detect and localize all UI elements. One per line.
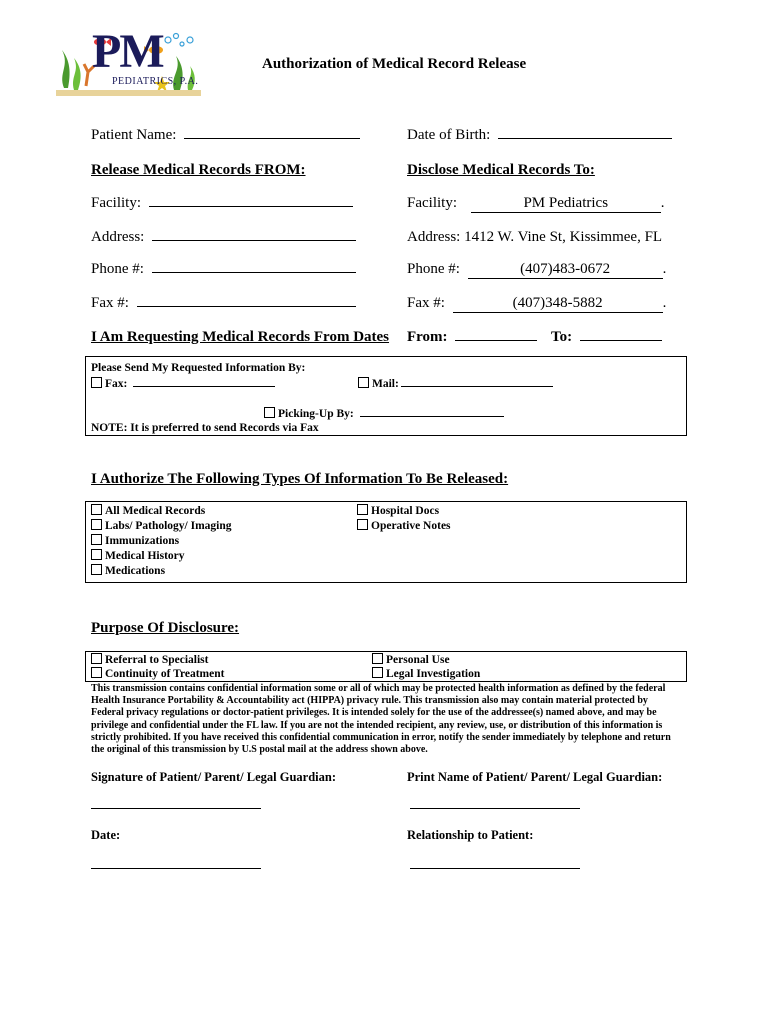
checkbox[interactable] <box>91 519 102 530</box>
dob-line[interactable] <box>498 137 672 139</box>
info-option-medical-history[interactable]: Medical History <box>91 549 232 564</box>
requesting-dates-label: I Am Requesting Medical Records From Dates <box>91 329 390 345</box>
purpose-col2 <box>372 653 480 681</box>
from-phone-line[interactable] <box>152 271 356 273</box>
logo-subtext: PEDIATRICS, P.A. <box>112 76 199 87</box>
send-method-heading: Please Send My Requested Information By: <box>91 362 306 374</box>
to-date-field[interactable] <box>551 329 662 346</box>
info-option-medications[interactable]: Medications <box>91 564 232 579</box>
purpose-option-legal[interactable]: Legal Investigation <box>372 667 480 681</box>
to-phone-label: Phone #: <box>407 261 460 277</box>
dob-field[interactable] <box>407 127 672 144</box>
dob-label: Date of Birth: <box>407 127 491 143</box>
form-title: Authorization of Medical Record Release <box>262 56 527 72</box>
release-from-heading: Release Medical Records FROM: <box>91 162 306 178</box>
date-label: Date: <box>91 828 121 842</box>
send-mail-option[interactable]: Mail: <box>358 377 553 390</box>
from-facility-field[interactable] <box>91 195 353 212</box>
to-address-field <box>407 229 662 246</box>
from-address-field[interactable] <box>91 229 356 246</box>
mail-address-line[interactable] <box>401 385 553 387</box>
purpose-heading: Purpose Of Disclosure: <box>91 620 240 636</box>
pickup-checkbox[interactable] <box>264 407 275 418</box>
from-date-field[interactable] <box>407 329 537 346</box>
checkbox[interactable] <box>91 534 102 545</box>
checkbox[interactable] <box>91 549 102 560</box>
info-types-heading: I Authorize The Following Types Of Information To Be Released: <box>91 471 509 487</box>
from-phone-label: Phone #: <box>91 261 144 277</box>
patient-name-line[interactable] <box>184 137 360 139</box>
from-fax-field[interactable] <box>91 295 356 312</box>
fax-checkbox[interactable] <box>91 377 102 388</box>
to-phone-value: (407)483-0672 <box>468 261 663 279</box>
disclose-to-heading: Disclose Medical Records To: <box>407 162 595 178</box>
send-pickup-option[interactable]: Picking-Up By: <box>264 407 504 420</box>
to-fax-label: Fax #: <box>407 295 445 311</box>
date-line[interactable] <box>91 868 261 869</box>
from-address-line[interactable] <box>152 239 356 241</box>
to-date-line[interactable] <box>580 339 662 341</box>
patient-name-label: Patient Name: <box>91 127 177 143</box>
purpose-col1 <box>91 653 224 681</box>
send-fax-option[interactable]: Fax: <box>91 377 275 390</box>
purpose-option-referral[interactable]: Referral to Specialist <box>91 653 224 667</box>
from-date-label: From: <box>407 329 448 345</box>
to-date-label: To: <box>551 329 573 345</box>
purpose-option-personal[interactable]: Personal Use <box>372 653 480 667</box>
patient-name-field[interactable] <box>91 127 360 144</box>
to-fax-field: Fax #: (407)348-5882 . <box>407 295 667 311</box>
relationship-label: Relationship to Patient: <box>407 828 534 842</box>
checkbox[interactable] <box>91 667 102 678</box>
from-fax-line[interactable] <box>137 305 356 307</box>
to-phone-field: Phone #: (407)483-0672 . <box>407 261 667 277</box>
checkbox[interactable] <box>91 564 102 575</box>
from-phone-field[interactable] <box>91 261 356 278</box>
to-facility-label: Facility: <box>407 195 457 211</box>
checkbox[interactable] <box>357 504 368 515</box>
relationship-line[interactable] <box>410 868 580 869</box>
fax-number-line[interactable] <box>133 385 275 387</box>
signature-label: Signature of Patient/ Parent/ Legal Guardian: <box>91 770 337 784</box>
info-option-labs[interactable]: Labs/ Pathology/ Imaging <box>91 519 232 534</box>
to-facility-field: Facility: PM Pediatrics . <box>407 195 665 211</box>
signature-line[interactable] <box>91 808 261 809</box>
print-name-line[interactable] <box>410 808 580 809</box>
info-option-operative-notes[interactable]: Operative Notes <box>357 519 451 534</box>
info-types-col2 <box>357 504 451 534</box>
to-facility-value: PM Pediatrics <box>471 195 661 213</box>
checkbox[interactable] <box>91 653 102 664</box>
info-option-all-records[interactable]: All Medical Records <box>91 504 232 519</box>
info-option-hospital-docs[interactable]: Hospital Docs <box>357 504 451 519</box>
checkbox[interactable] <box>91 504 102 515</box>
to-address-label: Address: <box>407 229 461 245</box>
pickup-name-line[interactable] <box>360 415 504 417</box>
from-facility-line[interactable] <box>149 205 353 207</box>
to-fax-value: (407)348-5882 <box>453 295 663 313</box>
info-types-col1 <box>91 504 232 579</box>
practice-logo <box>56 25 201 96</box>
purpose-option-continuity[interactable]: Continuity of Treatment <box>91 667 224 681</box>
logo-text: PM <box>92 25 163 78</box>
checkbox[interactable] <box>372 653 383 664</box>
checkbox[interactable] <box>372 667 383 678</box>
from-facility-label: Facility: <box>91 195 141 211</box>
checkbox[interactable] <box>357 519 368 530</box>
confidentiality-notice: This transmission contains confidential information some or all of which may be protected health information as defined by the federal Health Insurance Portability & Accountability act (HIPPA) privacy rule. This transmission also may contain material protected by Federal privacy regulations or doctor-patient privileges. It is intended solely for the use of the addressee(s) named above, and may be privilege and confidential under the FL law. If you are not the intended recipient, any review, use, or distribution of this information is strictly prohibited. If you have received this confidential communication in error, notify the sender immediately by telephone and return the original of this transmission by U.S postal mail at the address shown above. <box>91 683 671 756</box>
fax-preference-note: NOTE: It is preferred to send Records via Fax <box>91 422 319 434</box>
from-fax-label: Fax #: <box>91 295 129 311</box>
print-name-label: Print Name of Patient/ Parent/ Legal Guardian: <box>407 770 663 784</box>
mail-checkbox[interactable] <box>358 377 369 388</box>
info-option-immunizations[interactable]: Immunizations <box>91 534 232 549</box>
from-address-label: Address: <box>91 229 145 245</box>
from-date-line[interactable] <box>455 339 537 341</box>
to-address-value: 1412 W. Vine St, Kissimmee, FL <box>464 229 663 245</box>
